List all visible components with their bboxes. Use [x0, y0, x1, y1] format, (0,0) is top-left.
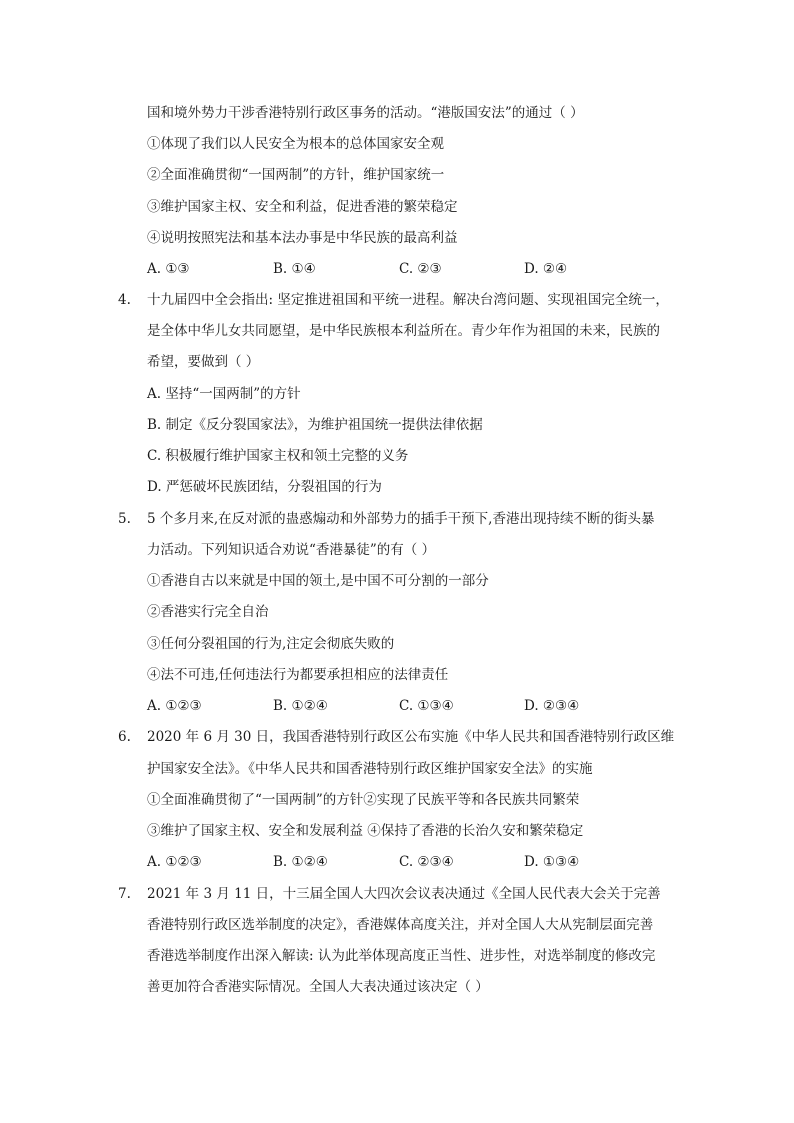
- question-3-statement-2: ②全面准确贯彻“一国两制”的方针，维护国家统一: [147, 167, 445, 183]
- option-d[interactable]: D. ②④: [524, 261, 568, 277]
- option-c[interactable]: C. ①③④: [399, 698, 454, 714]
- question-7-stem-line-4: 善更加符合香港实际情况。全国人大表决通过该决定（ ）: [147, 979, 489, 995]
- question-7-number: 7.: [118, 886, 131, 902]
- question-4-stem-line-3: 希望，要做到（ ）: [147, 354, 260, 370]
- option-c[interactable]: C. ②③④: [399, 854, 454, 870]
- question-5-statement-1: ①香港自古以来就是中国的领土,是中国不可分割的一部分: [147, 573, 489, 589]
- question-6-options: [147, 853, 647, 871]
- question-5-stem-line-2: 力活动。下列知识适合劝说“香港暴徒”的有（ ）: [147, 542, 436, 558]
- option-a[interactable]: A. ①②③: [147, 854, 202, 870]
- question-7-stem-line-1: 2021 年 3 月 11 日，十三届全国人大四次会议表决通过《全国人民代表大会关于完善: [147, 886, 661, 902]
- question-5-stem-line-1: 5 个多月来,在反对派的蛊惑煽动和外部势力的插手干预下,香港出现持续不断的街头暴: [147, 511, 655, 527]
- question-3-options: [147, 260, 647, 278]
- question-7-stem-line-2: 香港特别行政区选举制度的决定》，香港媒体高度关注，并对全国人大从宪制层面完善: [147, 917, 654, 933]
- question-5-statement-4: ④法不可违,任何违法行为都要承担相应的法律责任: [147, 667, 449, 683]
- question-3-stem-end: 国和境外势力干涉香港特别行政区事务的活动。“港版国安法”的通过（ ）: [147, 105, 584, 121]
- option-a[interactable]: A. ①②③: [147, 698, 202, 714]
- question-3-statement-4: ④说明按照宪法和基本法办事是中华民族的最高利益: [147, 230, 458, 246]
- option-b[interactable]: B. ①②④: [273, 698, 328, 714]
- question-6-statements-1-2: ①全面准确贯彻了“一国两制”的方针②实现了民族平等和各民族共同繁荣: [147, 792, 580, 808]
- question-5-number: 5.: [118, 511, 131, 527]
- option-b[interactable]: B. ①④: [273, 261, 316, 277]
- question-6-stem-line-2: 护国家安全法》。《中华人民共和国香港特别行政区维护国家安全法》的实施: [147, 761, 593, 777]
- option-d[interactable]: D. ①③④: [524, 854, 580, 870]
- question-5-statement-3: ③任何分裂祖国的行为,注定会彻底失败的: [147, 636, 395, 652]
- option-c[interactable]: C. ②③: [399, 261, 442, 277]
- question-4-stem-line-2: 是全体中华儿女共同愿望，是中华民族根本利益所在。青少年作为祖国的未来，民族的: [147, 323, 660, 339]
- question-4-stem-line-1: 十九届四中全会指出: 坚定推进祖国和平统一进程。解决台湾问题、实现祖国完全统一，: [147, 292, 669, 308]
- question-7-stem-line-3: 香港选举制度作出深入解读: 认为此举体现高度正当性、进步性，对选举制度的修改完: [147, 948, 656, 964]
- question-3-statement-3: ③维护国家主权、安全和利益，促进香港的繁荣稳定: [147, 199, 458, 215]
- question-4-number: 4.: [118, 292, 131, 308]
- option-d[interactable]: D. ②③④: [524, 698, 580, 714]
- option-a[interactable]: A. ①③: [147, 261, 190, 277]
- question-4-option-a[interactable]: A. 坚持“一国两制”的方针: [147, 386, 301, 402]
- question-6-stem-line-1: 2020 年 6 月 30 日，我国香港特别行政区公布实施《中华人民共和国香港特别行政区维: [147, 729, 675, 745]
- question-3-statement-1: ①体现了我们以人民安全为根本的总体国家安全观: [147, 136, 444, 152]
- question-6-number: 6.: [118, 729, 131, 745]
- question-4-option-d[interactable]: D. 严惩破坏民族团结，分裂祖国的行为: [147, 479, 382, 495]
- question-5-options: [147, 697, 647, 715]
- question-6-statements-3-4: ③维护了国家主权、安全和发展利益 ④保持了香港的长治久安和繁荣稳定: [147, 823, 584, 839]
- question-4-option-c[interactable]: C. 积极履行维护国家主权和领土完整的义务: [147, 448, 409, 464]
- option-b[interactable]: B. ①②④: [273, 854, 328, 870]
- question-4-option-b[interactable]: B. 制定《反分裂国家法》，为维护祖国统一提供法律依据: [147, 417, 483, 433]
- question-5-statement-2: ②香港实行完全自治: [147, 604, 269, 620]
